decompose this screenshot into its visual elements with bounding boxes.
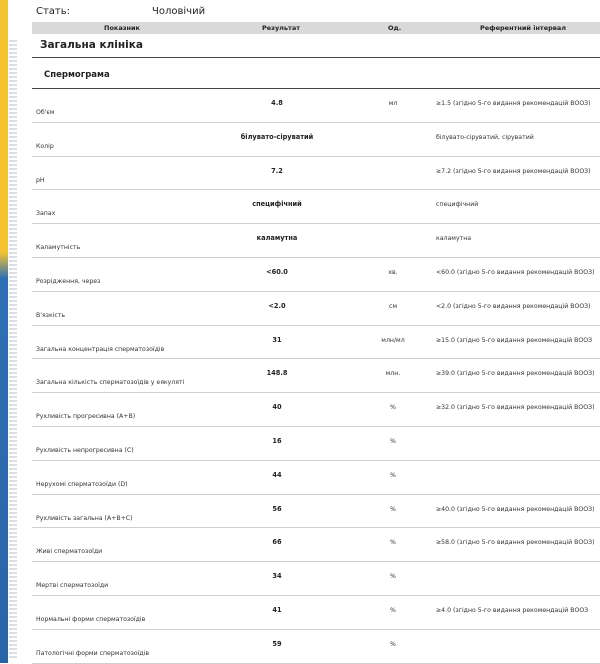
- row-unit: %: [390, 471, 396, 479]
- row-indicator: Рухливість непрогресивна (С): [36, 446, 134, 454]
- table-row: [32, 190, 600, 224]
- row-indicator: Запах: [36, 210, 56, 218]
- table-header: [32, 22, 600, 34]
- row-indicator: Рухливість прогресивна (А+В): [36, 413, 136, 421]
- row-result: 59: [272, 639, 282, 648]
- header-indicator: Показник: [104, 24, 140, 32]
- row-indicator: Загальна кількість сперматозоїдів у еякуляті: [36, 379, 185, 387]
- patient-sex-row: [36, 6, 596, 20]
- header-unit: Од.: [388, 24, 402, 32]
- row-reference: ≥4.0 (згідно 5-го видання рекомендацій ВООЗ: [436, 606, 589, 614]
- row-unit: млн.: [385, 370, 401, 378]
- table-row: [32, 89, 600, 123]
- row-result: 16: [272, 436, 282, 445]
- row-unit: %: [390, 505, 396, 513]
- table-row: [32, 596, 600, 630]
- row-result: 40: [272, 403, 282, 412]
- table-row: [32, 427, 600, 461]
- row-indicator: Каламутність: [36, 244, 81, 252]
- row-result: 7.2: [271, 166, 283, 175]
- row-result: специфічний: [252, 200, 302, 209]
- row-reference: специфічний: [436, 201, 479, 209]
- table-row: [32, 528, 600, 562]
- row-result: 44: [272, 470, 282, 479]
- row-unit: мл: [388, 100, 398, 107]
- row-result: 34: [272, 572, 282, 581]
- sex-label: Стать:: [36, 6, 71, 17]
- table-row: [32, 224, 600, 258]
- section-title: Загальна клініка: [40, 39, 143, 51]
- row-unit: %: [390, 539, 396, 547]
- row-unit: %: [390, 437, 396, 445]
- row-unit: млн/мл: [381, 336, 405, 344]
- row-reference: ≥1.5 (згідно 5-го видання рекомендацій ВООЗ): [436, 100, 591, 107]
- row-result: 41: [272, 605, 282, 614]
- side-color-stripe: [0, 0, 8, 663]
- table-row: [32, 359, 600, 393]
- row-indicator: Живі сперматозоїди: [36, 548, 103, 556]
- section-divider: [32, 57, 600, 58]
- row-result: <60.0: [266, 267, 288, 276]
- side-document-code: [9, 40, 17, 660]
- table-row: [32, 461, 600, 495]
- row-reference: ≥58.0 (згідно 5-го видання рекомендацій ВООЗ): [436, 539, 595, 547]
- row-reference: ≥40.0 (згідно 5-го видання рекомендацій ВООЗ): [436, 505, 595, 513]
- row-result: 31: [272, 335, 282, 344]
- row-result: <2.0: [268, 301, 286, 310]
- table-row: [32, 258, 600, 292]
- header-result: Результат: [262, 24, 300, 32]
- row-indicator: Патологічні форми сперматозоїдів: [36, 649, 150, 657]
- table-row: [32, 393, 600, 427]
- row-reference: ≥15.0 (згідно 5-го видання рекомендацій ВООЗ: [436, 336, 593, 344]
- row-unit: хв.: [388, 268, 398, 276]
- row-result: білувато-сіруватий: [240, 132, 314, 141]
- row-reference: ≥7.2 (згідно 5-го видання рекомендацій ВООЗ): [436, 167, 591, 175]
- row-reference: каламутна: [436, 235, 472, 243]
- row-reference: білувато-сіруватий, сіруватий: [436, 133, 534, 141]
- header-reference: Референтний інтервал: [480, 24, 567, 32]
- row-indicator: В'язкість: [36, 311, 66, 319]
- row-result: 56: [272, 504, 282, 513]
- row-indicator: Рухливість загальна (А+В+С): [36, 514, 133, 522]
- subsection-title: Спермограма: [44, 70, 110, 80]
- row-unit: %: [390, 606, 396, 614]
- row-indicator: pH: [36, 176, 45, 184]
- table-row: [32, 157, 600, 191]
- row-indicator: Колір: [36, 142, 54, 150]
- table-row: [32, 123, 600, 157]
- table-row: [32, 495, 600, 529]
- row-unit: %: [390, 640, 396, 648]
- row-indicator: Мертві сперматозоїди: [36, 582, 109, 590]
- row-result: 148.8: [266, 369, 288, 378]
- row-result: 66: [272, 538, 282, 547]
- table-row: [32, 562, 600, 596]
- row-result: 4.8: [271, 99, 283, 107]
- sex-value: Чоловічий: [152, 6, 206, 17]
- row-indicator: Розрідження, через: [36, 277, 101, 285]
- row-indicator: Об'єм: [36, 109, 55, 116]
- row-reference: <2.0 (згідно 5-го видання рекомендацій ВООЗ): [436, 302, 591, 310]
- row-reference: <60.0 (згідно 5-го видання рекомендацій ВООЗ): [436, 268, 595, 276]
- row-reference: ≥39.0 (згідно 5-го видання рекомендацій ВООЗ): [436, 370, 595, 378]
- row-indicator: Нормальні форми сперматозоїдів: [36, 615, 146, 623]
- row-unit: см: [388, 302, 398, 310]
- results-table: [32, 89, 600, 664]
- table-row: [32, 326, 600, 360]
- table-row: [32, 292, 600, 326]
- row-indicator: Нерухомі сперматозоїди (D): [36, 480, 128, 488]
- row-unit: %: [390, 573, 396, 581]
- row-indicator: Загальна концентрація сперматозоїдів: [36, 345, 165, 353]
- table-row: [32, 630, 600, 664]
- row-reference: ≥32.0 (згідно 5-го видання рекомендацій ВООЗ): [436, 404, 595, 412]
- row-result: каламутна: [256, 234, 298, 243]
- row-unit: %: [390, 404, 396, 412]
